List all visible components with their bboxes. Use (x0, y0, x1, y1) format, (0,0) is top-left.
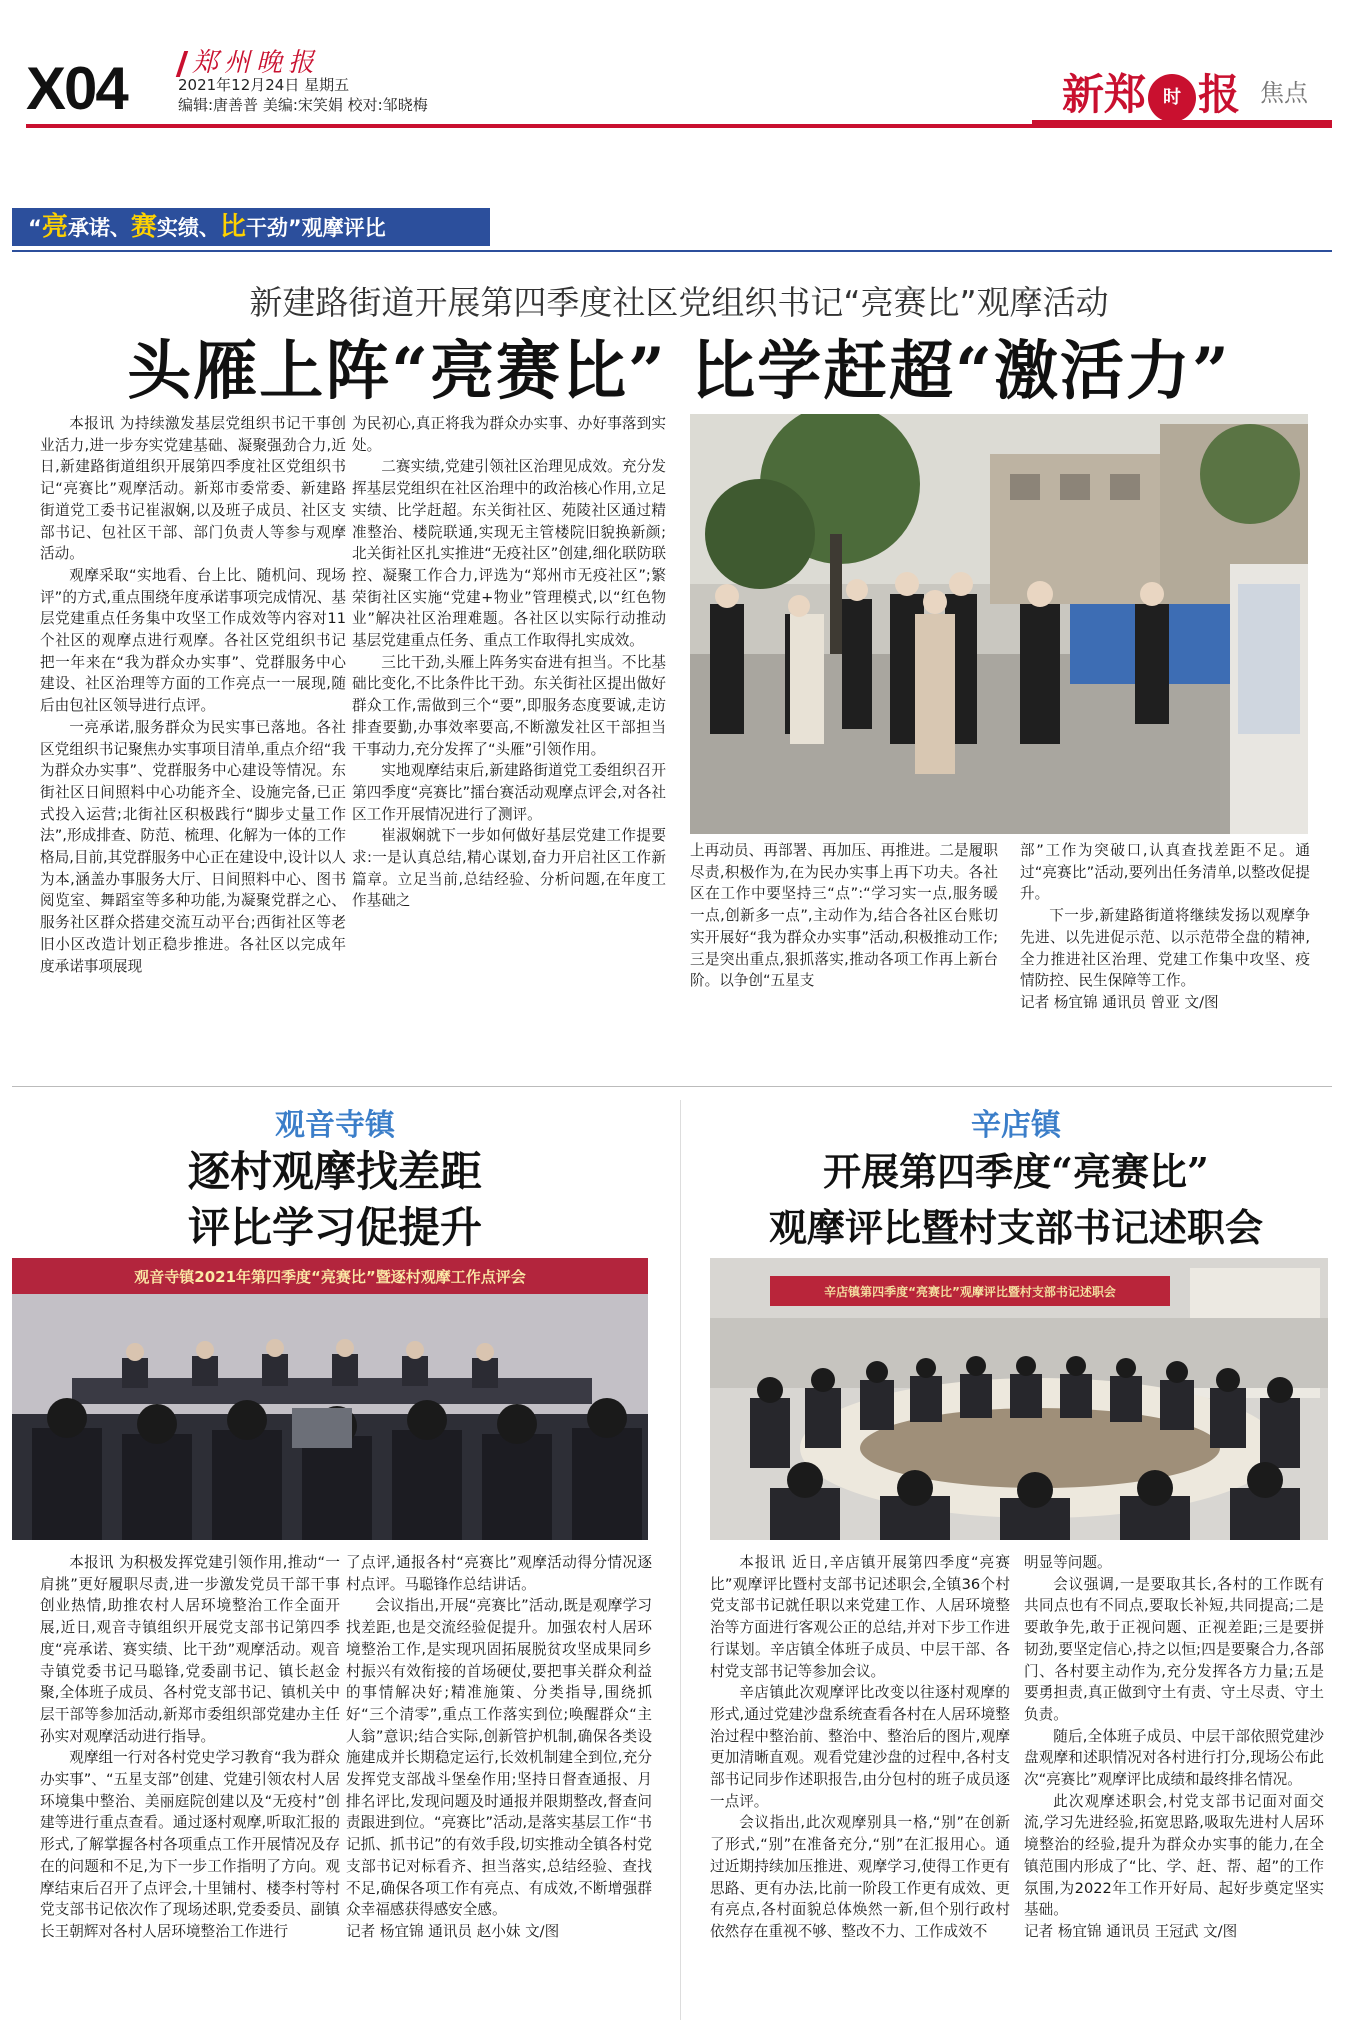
paragraph: 实地观摩结束后,新建路街道党工委组织召开第四季度“亮赛比”擂台赛活动观摩点评会,对各社区工作开展情况进行了测评。 (352, 762, 666, 823)
xindian-kicker: 辛店镇 (971, 1108, 1061, 1143)
paragraph: 了点评,通报各村“亮赛比”观摩活动得分情况逐村点评。马聪锋作总结讲话。 (346, 1554, 652, 1593)
byline: 记者 杨宜锦 通讯员 王冠武 文/图 (1024, 1922, 1238, 1940)
xindian-col-1 (710, 1552, 1010, 1943)
byline: 记者 杨宜锦 通讯员 曾亚 文/图 (1020, 993, 1219, 1011)
guanyin-kicker: 观音寺镇 (275, 1108, 395, 1143)
banner-underline (12, 250, 1332, 252)
paragraph: 辛店镇此次观摩评比改变以往逐村观摩的形式,通过党建沙盘系统查看各村在人居环境整治过程中整治前、整治中、整治后的图片,观摩更加清晰直观。观看党建沙盘的过程中,各村支部书记同步作述职报告,由分包村的班子成员逐一点评。 (710, 1684, 1010, 1810)
paragraph: 上再动员、再部署、再加压、再推进。二是履职尽责,积极作为,在为民办实事上再下功夫。各社区在工作中要坚持三“点”:“学习实一点,服务暖一点,创新多一点”,主动作为,结合各社区台账切实开展好“我为群众办实事”活动,积极推动工作;三是突出重点,狠抓落实,推动各项工作再上新台阶。以争创“五星支 (690, 842, 998, 990)
xindian-title (700, 1144, 1332, 1256)
main-article-col-2 (352, 413, 666, 912)
brand-left: 新郑 (1061, 70, 1146, 119)
paragraph: 二赛实绩,党建引领社区治理见成效。充分发挥基层党组织在社区治理中的政治核心作用,立足实绩、比学赶超。东关街社区、苑陵社区通过精准整治、楼院联通,实现无主管楼院旧貌换新颜;北关街社区扎实推进“无疫社区”创建,细化联防联控、凝聚工作合力,评选为“郑州市无疫社区”;繁荣街社区实施“党建+物业”管理模式,以“红色物业”解决社区治理难题。各社区以实际行动推动基层党建重点任务、重点工作取得扎实成效。 (352, 458, 666, 650)
issue-date: 2021年12月24日 星期五 (178, 76, 350, 94)
editor-credits: 编辑:唐善普 美编:宋笑娟 校对:邹晓梅 (178, 96, 428, 114)
meeting-banner-text: 观音寺镇2021年第四季度“亮赛比”暨逐村观摩工作点评会 (134, 1268, 526, 1286)
paragraph: 观摩采取“实地看、台上比、随机问、现场评”的方式,重点围绕年度承诺事项完成情况、基层党建重点任务集中攻坚工作成效等内容对11个社区的观摩点进行观摩。各社区党组织书记把一年来在“我为群众办实事”、党群服务中心建设、社区治理等方面的工作亮点一一展现,随后由包社区领导进行点评。 (40, 566, 346, 715)
title-line: 开展第四季度“亮赛比” (823, 1149, 1209, 1194)
main-article-col-3 (690, 840, 998, 992)
guanyin-col-2 (346, 1552, 652, 1943)
paper-name: 郑州晚报 (192, 48, 321, 78)
paragraph: 明显等问题。 (1024, 1554, 1112, 1571)
paragraph: 此次观摩述职会,村党支部书记面对面交流,学习先进经验,拓宽思路,吸取先进村人居环境整治的经验,提升为群众办实事的能力,在全镇范围内形成了“比、学、赶、帮、超”的工作氛围,为2022年工作开好局、起好步奠定坚实基础。 (1024, 1792, 1324, 1919)
outdoor-scene-image (690, 414, 1308, 834)
xindian-meeting-photo (710, 1258, 1328, 1540)
meeting-scene-image (12, 1258, 648, 1540)
guanyin-meeting-photo (12, 1258, 648, 1540)
guanyin-col-1 (40, 1552, 340, 1943)
paragraph: 本报讯 为持续激发基层党组织书记干事创业活力,进一步夯实党建基础、凝聚强劲合力,近日,新建路街道组织开展第四季度社区党组织书记“亮赛比”观摩活动。新郑市委常委、新建路街道党工委书记崔淑娴,以及班子成员、社区支部书记、包社区干部、部门负责人等参与观摩活动。 (40, 415, 346, 563)
main-article-photo (690, 414, 1308, 834)
paragraph: 下一步,新建路街道将继续发扬以观摩争先进、以先进促示范、以示范带全盘的精神,全力推进社区治理、党建工作集中攻坚、疫情防控、民生保障等工作。 (1020, 907, 1310, 990)
banner-quote: “ (28, 216, 42, 240)
paragraph: 本报讯 近日,辛店镇开展第四季度“亮赛比”观摩评比暨村支部书记述职会,全镇36个村党支部书记就任职以来党建工作、人居环境整治等方面进行客观公正的总结,并对下步工作进行谋划。辛店镇全体班子成员、中层干部、各村党支部书记等参加会议。 (710, 1554, 1010, 1680)
section-label: 焦点 (1260, 79, 1308, 107)
banner-char-bi: 比 (219, 212, 246, 242)
conference-banner-text: 辛店镇第四季度“亮赛比”观摩评比暨村支部书记述职会 (824, 1285, 1116, 1299)
banner-char-liang: 亮 (41, 212, 68, 242)
brand-circle: 时 (1148, 74, 1196, 122)
section-brand (1062, 62, 1308, 122)
section-divider (12, 1086, 1332, 1087)
column-banner (12, 208, 490, 246)
guanyin-title (12, 1144, 658, 1256)
brand-rule (1032, 120, 1332, 128)
title-line: 观摩评比暨村支部书记述职会 (768, 1205, 1263, 1250)
main-article-col-4 (1020, 840, 1310, 1014)
column-split-line (680, 1100, 681, 2020)
paragraph: 本报讯 为积极发挥党建引领作用,推动“一肩挑”更好履职尽责,进一步激发党员干部干事创业热情,助推农村人居环境整治工作全面开展,近日,观音寺镇组织开展党支部书记第四季度“亮承诺、赛实绩、比干劲”观摩活动。观音寺镇党委书记马聪锋,党委副书记、镇长赵金聚,全体班子成员、各村党支部书记、镇机关中层干部等参加活动,新郑市委组织部党建办主任孙实对观摩活动进行指导。 (40, 1554, 340, 1745)
paragraph: 随后,全体班子成员、中层干部依照党建沙盘观摩和述职情况对各村进行打分,现场公布此次“亮赛比”观摩评比成绩和最终排名情况。 (1024, 1727, 1324, 1789)
conference-room-image (710, 1258, 1328, 1540)
banner-text-2: 实绩、 (156, 216, 220, 240)
title-line: 逐村观摩找差距 (187, 1147, 482, 1196)
paragraph: 会议指出,此次观摩别具一格,“别”在创新了形式,“别”在准备充分,“别”在汇报用心。通过近期持续加压推进、观摩学习,使得工作更有思路、更有办法,比前一阶段工作更有成效、更有亮点,各村面貌总体焕然一新,但个别行政村依然存在重视不够、整改不力、工作成效不 (710, 1814, 1010, 1940)
paragraph: 部”工作为突破口,认真查找差距不足。通过“亮赛比”活动,要列出任务清单,以整改促提升。 (1020, 842, 1310, 903)
xindian-col-2 (1024, 1552, 1324, 1943)
main-article-subtitle: 新建路街道开展第四季度社区党组织书记“亮赛比”观摩活动 (249, 283, 1109, 322)
paragraph: 一亮承诺,服务群众为民实事已落地。各社区党组织书记聚焦办实事项目清单,重点介绍“我为群众办实事”、党群服务中心建设等情况。东街社区日间照料中心功能齐全、设施完备,已正式投入运营;北街社区积极践行“脚步丈量工作法”,形成排查、防范、梳理、化解为一体的工作格局,目前,其党群服务中心正在建设中,设计以人为本,涵盖办事服务大厅、日间照料中心、图书阅览室、舞蹈室等多种功能,为凝聚党群之心、服务社区群众搭建交流互动平台;西街社区等老旧小区改造计划正稳步推进。各社区以完成年度承诺事项展现 (40, 718, 346, 975)
paragraph: 为民初心,真正将我为群众办实事、办好事落到实处。 (352, 415, 666, 454)
banner-text-3: 干劲”观摩评比 (245, 216, 386, 240)
title-line: 评比学习促提升 (187, 1203, 482, 1252)
paragraph: 崔淑娴就下一步如何做好基层党建工作提要求:一是认真总结,精心谋划,奋力开启社区工作新篇章。立足当前,总结经验、分析问题,在年度工作基础之 (352, 827, 666, 910)
paragraph: 会议指出,开展“亮赛比”活动,既是观摩学习找差距,也是交流经验促提升。加强农村人居环境整治工作,是实现巩固拓展脱贫攻坚成果同乡村振兴有效衔接的首场硬仗,要把事关群众利益的事情解决好;精准施策、分类指导,围绕抓好“三个清零”,重点工作落实到位;唤醒群众“主人翁”意识;结合实际,创新管护机制,确保各类设施建成并长期稳定运行,长效机制建全到位,充分发挥党支部战斗堡垒作用;坚持日督查通报、月排名评比,发现问题及时通报并限期整改,督查问责跟进到位。“亮赛比”活动,是落实基层工作“书记抓、抓书记”的有效手段,切实推动全镇各村党支部书记对标看齐、担当落实,总结经验、查找不足,确保各项工作有亮点、有成效,不断增强群众幸福感获得感安全感。 (346, 1597, 652, 1919)
paragraph: 观摩组一行对各村党史学习教育“我为群众办实事”、“五星支部”创建、党建引领农村人居环境集中整治、美丽庭院创建以及“无疫村”创建等进行重点查看。通过逐村观摩,听取汇报的形式,了解掌握各村各项重点工作开展情况及存在的问题和不足,为下一步工作指明了方向。观摩结束后召开了点评会,十里铺村、楼李村等村党支部书记依次作了现场述职,党委委员、副镇长王朝辉对各村人居环境整治工作进行 (40, 1749, 340, 1940)
brand-right: 报 (1197, 70, 1240, 119)
banner-char-sai: 赛 (130, 212, 157, 242)
banner-text-1: 承诺、 (67, 216, 131, 240)
main-article-title: 头雁上阵“亮赛比” 比学赶超“激活力” (127, 334, 1231, 409)
byline: 记者 杨宜锦 通讯员 赵小妹 文/图 (346, 1922, 560, 1940)
page-header (0, 0, 1358, 125)
page-number: X04 (26, 55, 127, 122)
main-article-col-1 (40, 413, 346, 977)
paragraph: 会议强调,一是要取其长,各村的工作既有共同点也有不同点,要取长补短,共同提高;二是要敢争先,敢于正视问题、正视差距;三是要拼韧劲,要坚定信心,持之以恒;四是要聚合力,各部门、各村要主动作为,充分发挥各方力量;五是要勇担责,真正做到守土有责、守土尽责、守土负责。 (1024, 1575, 1324, 1723)
paragraph: 三比干劲,头雁上阵务实奋进有担当。不比基础比变化,不比条件比干劲。东关街社区提出做好群众工作,需做到三个“要”,即服务态度要诚,走访排查要勤,办事效率要高,不断激发社区干部担当干事动力,充分发挥了“头雁”引领作用。 (352, 653, 666, 758)
